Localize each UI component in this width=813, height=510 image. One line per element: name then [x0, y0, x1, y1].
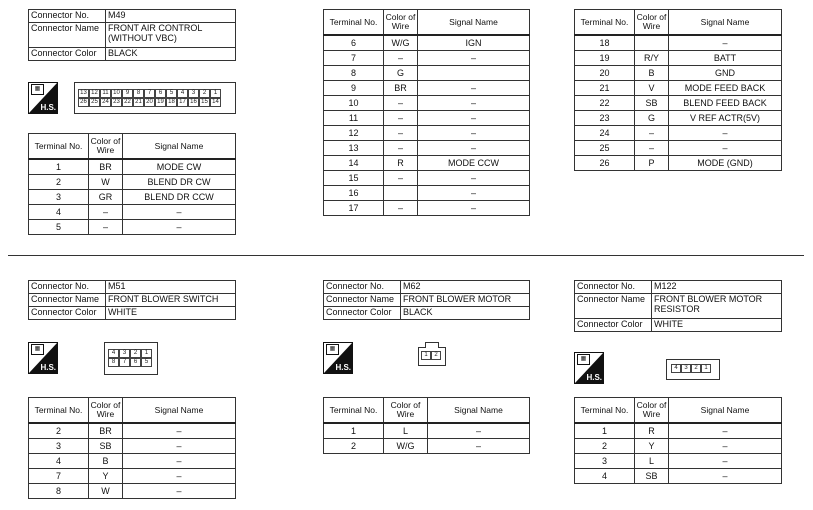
table-row: [575, 439, 782, 454]
signal-name-cell: –: [669, 454, 782, 469]
signal-name-cell: BATT: [669, 51, 782, 66]
connector-pin: 25: [89, 98, 100, 107]
m51-connector-info: [28, 280, 236, 320]
connector-pin: 4: [671, 364, 681, 373]
table-row: [575, 423, 782, 439]
table-row: [324, 439, 530, 454]
label-connector-color: Connector Color: [324, 307, 401, 320]
header-terminal-no: Terminal No.: [324, 398, 384, 424]
m51-connector-no: M51: [106, 281, 236, 294]
terminal-no-cell: 15: [324, 171, 384, 186]
wire-color-cell: –: [384, 201, 418, 216]
m62-connector-no: M62: [401, 281, 530, 294]
signal-name-cell: –: [418, 141, 530, 156]
signal-name-cell: –: [123, 205, 236, 220]
signal-name-cell: BLEND DR CCW: [123, 190, 236, 205]
connector-pin: 8: [133, 89, 144, 98]
wire-color-cell: –: [384, 51, 418, 66]
header-terminal-no: Terminal No.: [29, 398, 89, 424]
connector-pin: 3: [188, 89, 199, 98]
header-color-of-wire: Color of Wire: [89, 398, 123, 424]
table-row: [324, 201, 530, 216]
label-connector-name: Connector Name: [324, 294, 401, 307]
terminal-no-cell: 18: [575, 35, 635, 51]
terminal-no-cell: 6: [324, 35, 384, 51]
table-row: [324, 111, 530, 126]
table-row: [29, 205, 236, 220]
wire-color-cell: V: [635, 81, 669, 96]
terminal-no-cell: 12: [324, 126, 384, 141]
terminal-no-cell: 10: [324, 96, 384, 111]
terminal-no-cell: 21: [575, 81, 635, 96]
m49-connector-color: BLACK: [106, 48, 236, 61]
wire-color-cell: R: [384, 156, 418, 171]
wire-color-cell: –: [89, 220, 123, 235]
wire-color-cell: [384, 186, 418, 201]
terminal-no-cell: 11: [324, 111, 384, 126]
signal-name-cell: –: [123, 423, 236, 439]
connector-pin: 7: [144, 89, 155, 98]
header-terminal-no: Terminal No.: [575, 398, 635, 424]
signal-name-cell: –: [669, 126, 782, 141]
m49-pin-grid: [78, 89, 221, 107]
signal-name-cell: –: [669, 35, 782, 51]
m62-connector-info: [323, 280, 530, 320]
table-row: [29, 484, 236, 499]
table-row: [575, 454, 782, 469]
wire-color-cell: GR: [89, 190, 123, 205]
signal-name-cell: BLEND DR CW: [123, 175, 236, 190]
connector-pin: 22: [122, 98, 133, 107]
table-row: [575, 111, 782, 126]
m62-connector-color: BLACK: [401, 307, 530, 320]
connector-pin: 19: [155, 98, 166, 107]
m51-terminal-table: [28, 397, 236, 499]
label-connector-name: Connector Name: [29, 294, 106, 307]
table-row: [575, 469, 782, 484]
wire-color-cell: –: [89, 205, 123, 220]
connector-pin: 2: [199, 89, 210, 98]
table-row: [324, 66, 530, 81]
signal-name-cell: MODE CW: [123, 159, 236, 175]
header-terminal-no: Terminal No.: [324, 10, 384, 36]
m51-connector-name: FRONT BLOWER SWITCH: [106, 294, 236, 307]
m49-connector-info: [28, 9, 236, 61]
signal-name-cell: –: [418, 186, 530, 201]
signal-name-cell: –: [418, 111, 530, 126]
signal-name-cell: –: [123, 220, 236, 235]
header-terminal-no: Terminal No.: [575, 10, 635, 36]
connector-pin: 17: [177, 98, 188, 107]
signal-name-cell: –: [418, 126, 530, 141]
connector-pin: 2: [691, 364, 701, 373]
hs-icon: ▦ H.S.: [574, 352, 604, 384]
hs-icon: ▦ H.S.: [323, 342, 353, 374]
terminal-no-cell: 3: [29, 439, 89, 454]
connector-pin: 1: [421, 351, 431, 360]
m122-connector-no: M122: [652, 281, 782, 294]
signal-name-cell: –: [428, 439, 530, 454]
m122-pin-grid: [671, 364, 711, 373]
m51-pin-grid: [108, 349, 152, 367]
m122-connector-info: [574, 280, 782, 332]
m49-terminal-table-3: [574, 9, 782, 171]
connector-pin: 5: [141, 358, 152, 367]
terminal-no-cell: 4: [29, 454, 89, 469]
wire-color-cell: SB: [635, 469, 669, 484]
signal-name-cell: V REF ACTR(5V): [669, 111, 782, 126]
terminal-no-cell: 5: [29, 220, 89, 235]
connector-pin: 18: [166, 98, 177, 107]
signal-name-cell: –: [123, 469, 236, 484]
terminal-no-cell: 20: [575, 66, 635, 81]
label-connector-no: Connector No.: [324, 281, 401, 294]
connector-pin: 11: [100, 89, 111, 98]
terminal-no-cell: 4: [29, 205, 89, 220]
label-connector-color: Connector Color: [29, 307, 106, 320]
table-row: [29, 159, 236, 175]
table-row: [324, 126, 530, 141]
wire-color-cell: L: [635, 454, 669, 469]
header-signal-name: Signal Name: [123, 134, 236, 160]
header-signal-name: Signal Name: [428, 398, 530, 424]
terminal-no-cell: 25: [575, 141, 635, 156]
hs-icon: ▦ H.S.: [28, 342, 58, 374]
header-color-of-wire: Color of Wire: [384, 10, 418, 36]
table-row: [324, 141, 530, 156]
signal-name-cell: –: [669, 439, 782, 454]
terminal-no-cell: 4: [575, 469, 635, 484]
signal-name-cell: MODE (GND): [669, 156, 782, 171]
wire-color-cell: [635, 35, 669, 51]
m49-connector-no: M49: [106, 10, 236, 23]
wire-color-cell: –: [384, 96, 418, 111]
section-divider: [8, 255, 804, 256]
signal-name-cell: BLEND FEED BACK: [669, 96, 782, 111]
terminal-no-cell: 1: [324, 423, 384, 439]
signal-name-cell: –: [123, 439, 236, 454]
m51-connector-color: WHITE: [106, 307, 236, 320]
wire-color-cell: –: [384, 111, 418, 126]
wire-color-cell: Y: [89, 469, 123, 484]
signal-name-cell: –: [418, 201, 530, 216]
connector-pin: 14: [210, 98, 221, 107]
m122-connector-name: FRONT BLOWER MOTOR RESISTOR: [652, 294, 782, 319]
terminal-no-cell: 8: [324, 66, 384, 81]
terminal-no-cell: 3: [29, 190, 89, 205]
table-row: [29, 220, 236, 235]
table-row: [29, 469, 236, 484]
connector-pin: 4: [177, 89, 188, 98]
terminal-no-cell: 2: [324, 439, 384, 454]
wire-color-cell: SB: [89, 439, 123, 454]
connector-pin: 2: [130, 349, 141, 358]
table-row: [324, 186, 530, 201]
m49-terminal-table-1: [28, 133, 236, 235]
header-signal-name: Signal Name: [669, 10, 782, 36]
m62-connector-latch: [425, 342, 439, 348]
table-row: [324, 81, 530, 96]
header-color-of-wire: Color of Wire: [384, 398, 428, 424]
connector-pin: 9: [122, 89, 133, 98]
wire-color-cell: BR: [89, 423, 123, 439]
connector-pin: 1: [141, 349, 152, 358]
label-connector-color: Connector Color: [29, 48, 106, 61]
connector-pin: 1: [210, 89, 221, 98]
terminal-no-cell: 3: [575, 454, 635, 469]
label-connector-no: Connector No.: [29, 10, 106, 23]
terminal-no-cell: 7: [29, 469, 89, 484]
wire-color-cell: W: [89, 175, 123, 190]
m122-terminal-table: [574, 397, 782, 484]
table-row: [324, 171, 530, 186]
connector-pin: 15: [199, 98, 210, 107]
wire-color-cell: W/G: [384, 439, 428, 454]
table-row: [575, 96, 782, 111]
wire-color-cell: P: [635, 156, 669, 171]
wire-color-cell: –: [384, 141, 418, 156]
wire-color-cell: G: [635, 111, 669, 126]
terminal-no-cell: 2: [575, 439, 635, 454]
header-signal-name: Signal Name: [418, 10, 530, 36]
wire-color-cell: Y: [635, 439, 669, 454]
m122-connector-color: WHITE: [652, 319, 782, 332]
wire-color-cell: W: [89, 484, 123, 499]
table-row: [324, 35, 530, 51]
table-row: [575, 126, 782, 141]
table-row: [324, 156, 530, 171]
wire-color-cell: R/Y: [635, 51, 669, 66]
connector-pin: 4: [108, 349, 119, 358]
wire-color-cell: BR: [89, 159, 123, 175]
m62-terminal-table: [323, 397, 530, 454]
wire-color-cell: –: [635, 141, 669, 156]
table-row: [575, 66, 782, 81]
terminal-no-cell: 13: [324, 141, 384, 156]
wire-color-cell: G: [384, 66, 418, 81]
connector-pin: 21: [133, 98, 144, 107]
terminal-no-cell: 17: [324, 201, 384, 216]
connector-pin: 6: [155, 89, 166, 98]
terminal-no-cell: 26: [575, 156, 635, 171]
signal-name-cell: –: [669, 423, 782, 439]
table-row: [575, 81, 782, 96]
terminal-no-cell: 1: [575, 423, 635, 439]
wire-color-cell: BR: [384, 81, 418, 96]
connector-pin: 12: [89, 89, 100, 98]
table-row: [575, 51, 782, 66]
table-row: [29, 190, 236, 205]
table-row: [324, 51, 530, 66]
signal-name-cell: –: [418, 171, 530, 186]
signal-name-cell: [418, 66, 530, 81]
table-row: [324, 423, 530, 439]
signal-name-cell: –: [418, 51, 530, 66]
table-row: [575, 35, 782, 51]
connector-pin: 2: [431, 351, 441, 360]
connector-pin: 7: [119, 358, 130, 367]
wire-color-cell: –: [384, 126, 418, 141]
signal-name-cell: GND: [669, 66, 782, 81]
m62-connector-name: FRONT BLOWER MOTOR: [401, 294, 530, 307]
connector-pin: 16: [188, 98, 199, 107]
label-connector-name: Connector Name: [575, 294, 652, 319]
terminal-no-cell: 2: [29, 175, 89, 190]
connector-pin: 20: [144, 98, 155, 107]
table-row: [29, 439, 236, 454]
connector-pin: 24: [100, 98, 111, 107]
table-row: [575, 141, 782, 156]
table-row: [29, 423, 236, 439]
connector-pin: 3: [119, 349, 130, 358]
terminal-no-cell: 8: [29, 484, 89, 499]
wire-color-cell: R: [635, 423, 669, 439]
connector-pin: 23: [111, 98, 122, 107]
terminal-no-cell: 16: [324, 186, 384, 201]
terminal-no-cell: 24: [575, 126, 635, 141]
signal-name-cell: MODE CCW: [418, 156, 530, 171]
terminal-no-cell: 22: [575, 96, 635, 111]
m49-connector-name: FRONT AIR CONTROL (WITHOUT VBC): [106, 23, 236, 48]
wire-color-cell: B: [89, 454, 123, 469]
connector-pin: 26: [78, 98, 89, 107]
m62-pin-grid: [421, 351, 441, 360]
connector-pin: 10: [111, 89, 122, 98]
header-color-of-wire: Color of Wire: [89, 134, 123, 160]
wire-color-cell: SB: [635, 96, 669, 111]
header-terminal-no: Terminal No.: [29, 134, 89, 160]
wire-color-cell: L: [384, 423, 428, 439]
header-signal-name: Signal Name: [123, 398, 236, 424]
label-connector-no: Connector No.: [29, 281, 106, 294]
header-color-of-wire: Color of Wire: [635, 398, 669, 424]
hs-icon: ▦ H.S.: [28, 82, 58, 114]
terminal-no-cell: 19: [575, 51, 635, 66]
signal-name-cell: –: [428, 423, 530, 439]
table-row: [324, 96, 530, 111]
signal-name-cell: –: [123, 454, 236, 469]
signal-name-cell: –: [123, 484, 236, 499]
signal-name-cell: –: [669, 141, 782, 156]
signal-name-cell: –: [418, 96, 530, 111]
table-row: [29, 454, 236, 469]
terminal-no-cell: 9: [324, 81, 384, 96]
connector-pin: 3: [681, 364, 691, 373]
signal-name-cell: MODE FEED BACK: [669, 81, 782, 96]
label-connector-no: Connector No.: [575, 281, 652, 294]
signal-name-cell: IGN: [418, 35, 530, 51]
table-row: [29, 175, 236, 190]
terminal-no-cell: 23: [575, 111, 635, 126]
connector-pin: 6: [130, 358, 141, 367]
header-signal-name: Signal Name: [669, 398, 782, 424]
label-connector-name: Connector Name: [29, 23, 106, 48]
signal-name-cell: –: [418, 81, 530, 96]
signal-name-cell: –: [669, 469, 782, 484]
terminal-no-cell: 14: [324, 156, 384, 171]
terminal-no-cell: 2: [29, 423, 89, 439]
table-row: [575, 156, 782, 171]
connector-pin: 8: [108, 358, 119, 367]
header-color-of-wire: Color of Wire: [635, 10, 669, 36]
wire-color-cell: –: [384, 171, 418, 186]
label-connector-color: Connector Color: [575, 319, 652, 332]
connector-pin: 1: [701, 364, 711, 373]
wire-color-cell: –: [635, 126, 669, 141]
wire-color-cell: B: [635, 66, 669, 81]
terminal-no-cell: 1: [29, 159, 89, 175]
m49-terminal-table-2: [323, 9, 530, 216]
connector-pin: 13: [78, 89, 89, 98]
terminal-no-cell: 7: [324, 51, 384, 66]
connector-pin: 5: [166, 89, 177, 98]
wire-color-cell: W/G: [384, 35, 418, 51]
